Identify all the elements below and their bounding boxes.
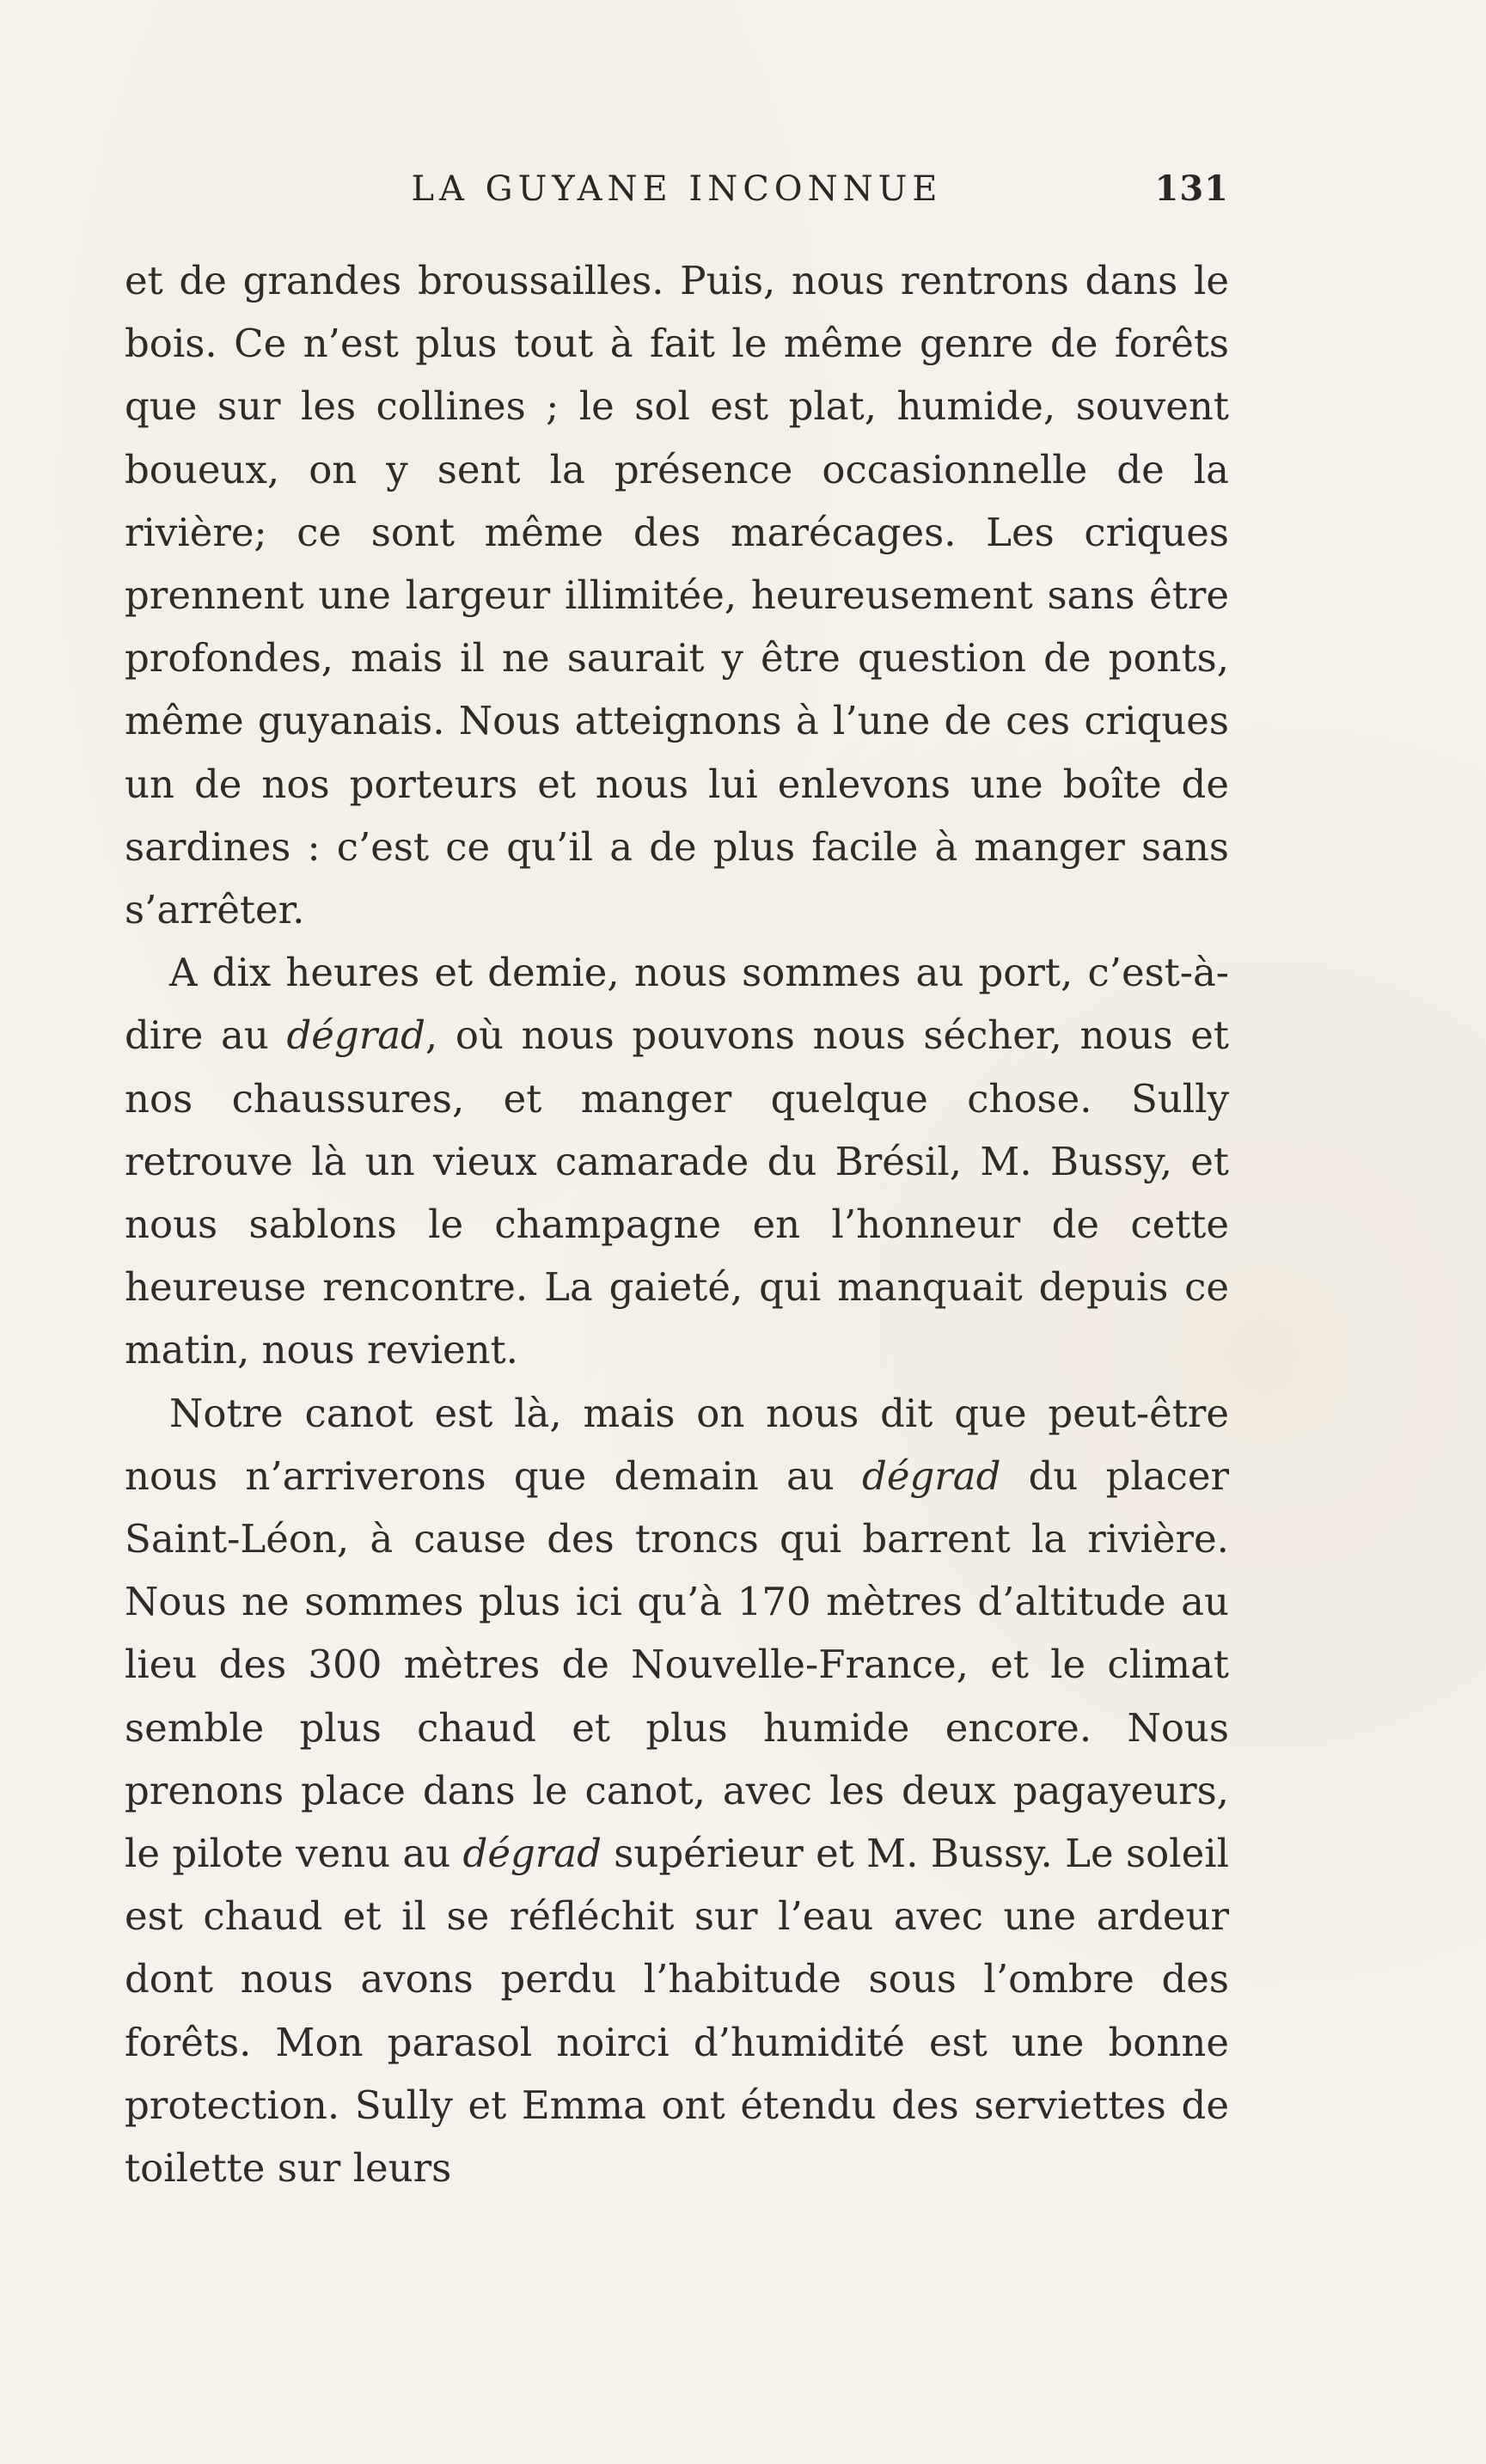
paragraph — [125, 941, 1229, 1381]
running-title: LA GUYANE INCONNUE — [411, 169, 943, 209]
text-segment: supérieur et M. Bussy. Le soleil est chaud et il se réfléchit sur l’eau avec une ardeur dont nous avons perdu l’habitude sous l’ombre des forêts. Mon parasol noirci d’humidité est une bonne protection. Sully et Emma ont étendu des serviettes de toilette sur leurs — [125, 1831, 1229, 2192]
paragraph — [125, 1382, 1229, 2200]
running-header — [125, 163, 1229, 215]
text-segment: du placer Saint-Léon, à cause des troncs qui barrent la rivière. Nous ne sommes plus ici qu’à 170 mètres d’altitude au lieu des 300 mètres de Nouvelle-France, et le climat semble plus chaud et plus humide encore. Nous prenons place dans le canot, avec les deux pagayeurs, le pilote venu au — [125, 1452, 1229, 1877]
paragraph — [125, 249, 1229, 941]
text-segment: et de grandes broussailles. Puis, nous rentrons dans le bois. Ce n’est plus tout à fait le même genre de forêts que sur les collines ; le sol est plat, humide, souvent boueux, on y sent la présence occasionnelle de la rivière; ce sont même des marécages. Les criques prennent une largeur illimitée, heureusement sans être profondes, mais il ne saurait y être question de ponts, même guyanais. Nous atteignons à l’une de ces criques un de nos porteurs et nous lui enlevons une boîte de sardines : c’est ce qu’il a de plus facile à manger sans s’arrêter. — [125, 258, 1229, 933]
page-number: 131 — [1154, 168, 1229, 209]
text-segment: , où nous pouvons nous sécher, nous et nos chaussures, et manger quelque chose. Sully retrouve là un vieux camarade du Brésil, M. Bussy, et nous sablons le champagne en l’honneur de cette heureuse rencontre. La gaieté, qui manquait depuis ce matin, nous revient. — [125, 1012, 1229, 1373]
text-segment: A dix heures et demie, nous sommes au port, c’est-à-dire au — [125, 950, 1229, 1059]
italic-term: dégrad — [286, 1012, 425, 1059]
italic-term: dégrad — [462, 1831, 602, 1877]
body-text — [125, 249, 1229, 2199]
text-segment: Notre canot est là, mais on nous dit que peut-être nous n’arriverons que demain au — [125, 1390, 1229, 1499]
italic-term: dégrad — [862, 1452, 1001, 1499]
